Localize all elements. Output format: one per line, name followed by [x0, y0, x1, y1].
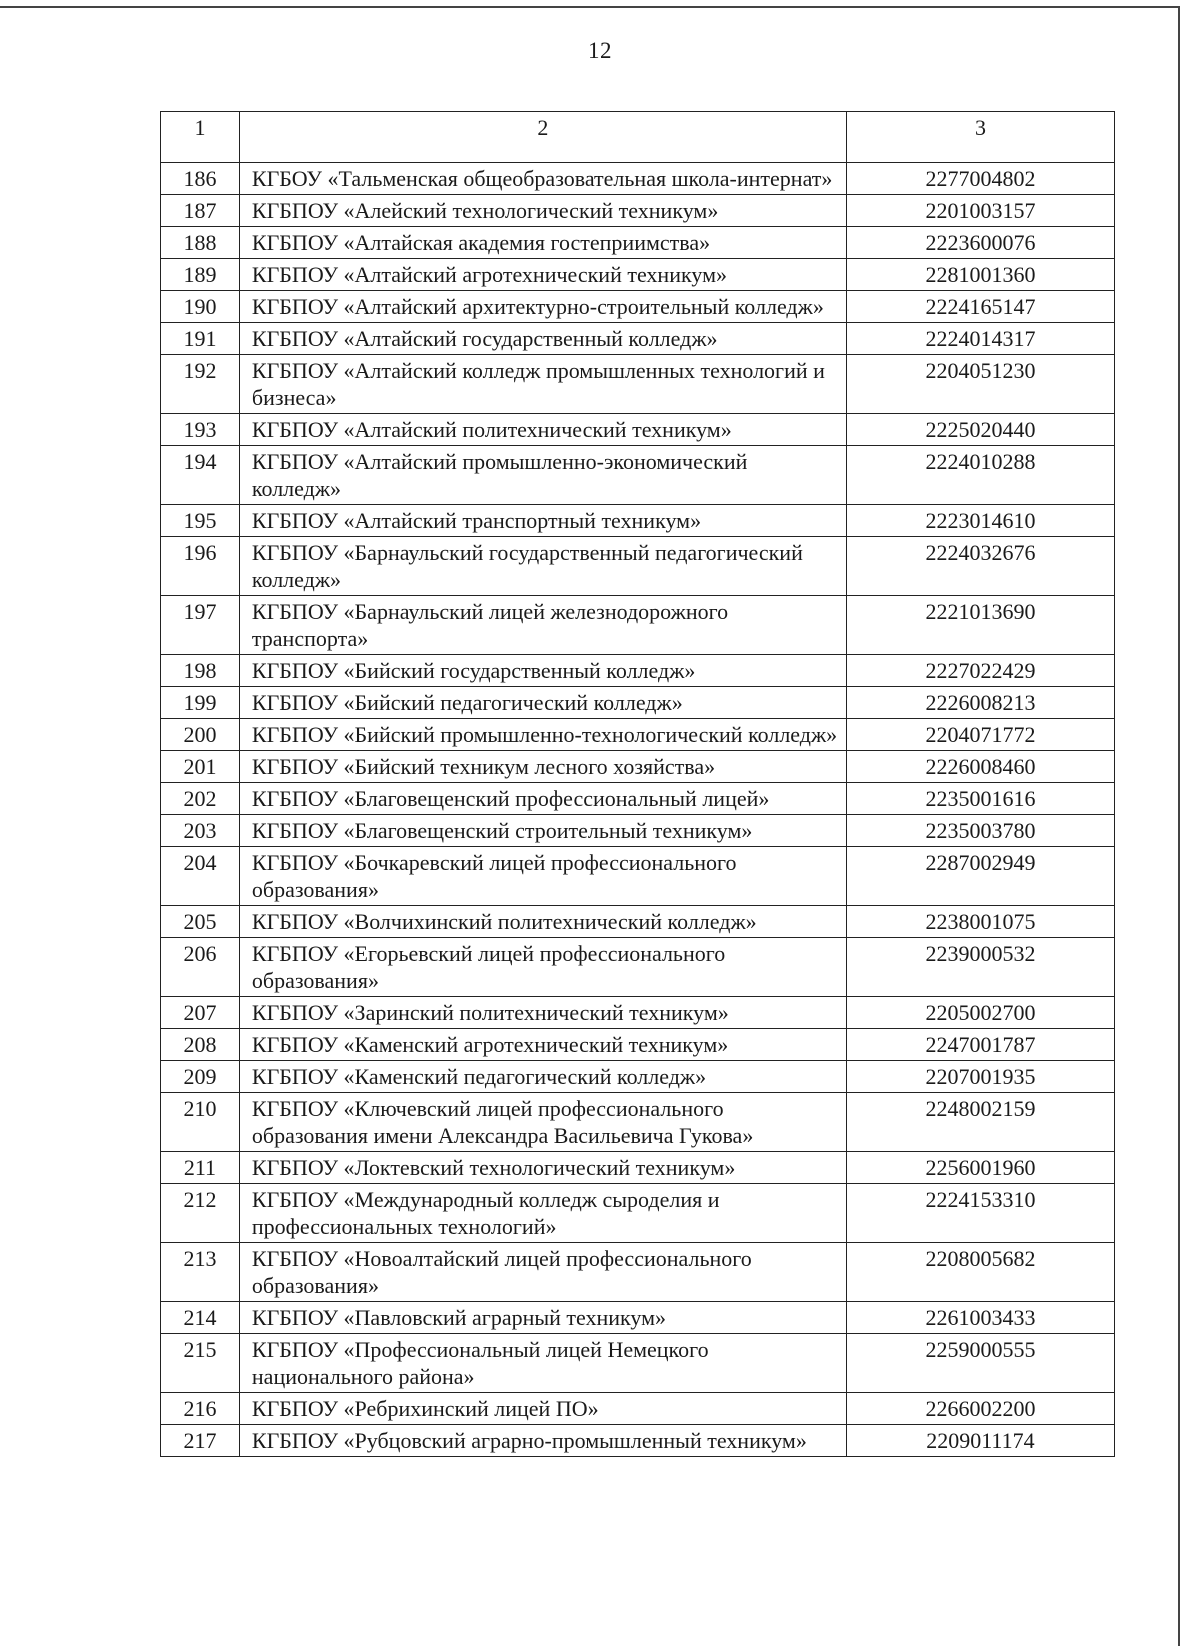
institutions-table [160, 111, 1115, 1457]
institution-name: КГБПОУ «Профессиональный лицей Немецкого национального района» [239, 1334, 846, 1393]
institution-inn: 2205002700 [846, 997, 1114, 1029]
table-row [161, 687, 1115, 719]
institution-inn: 2225020440 [846, 414, 1114, 446]
institution-name: КГБПОУ «Алтайский агротехнический техникум» [239, 259, 846, 291]
row-number: 206 [161, 938, 240, 997]
row-number: 210 [161, 1093, 240, 1152]
institution-inn: 2226008460 [846, 751, 1114, 783]
table-row [161, 997, 1115, 1029]
row-number: 215 [161, 1334, 240, 1393]
institution-name: КГБПОУ «Барнаульский лицей железнодорожного транспорта» [239, 596, 846, 655]
row-number: 194 [161, 446, 240, 505]
institution-name: КГБПОУ «Алтайский архитектурно-строительный колледж» [239, 291, 846, 323]
table-row [161, 259, 1115, 291]
institution-inn: 2235001616 [846, 783, 1114, 815]
institution-inn: 2247001787 [846, 1029, 1114, 1061]
institution-inn: 2224165147 [846, 291, 1114, 323]
table-row [161, 719, 1115, 751]
institution-inn: 2259000555 [846, 1334, 1114, 1393]
table-row [161, 195, 1115, 227]
table-row [161, 355, 1115, 414]
institution-name: КГБПОУ «Международный колледж сыроделия и профессиональных технологий» [239, 1184, 846, 1243]
institution-name: КГБПОУ «Егорьевский лицей профессионального образования» [239, 938, 846, 997]
institution-name: КГБПОУ «Павловский аграрный техникум» [239, 1302, 846, 1334]
table-row [161, 323, 1115, 355]
table-row [161, 1152, 1115, 1184]
table-row [161, 1302, 1115, 1334]
row-number: 209 [161, 1061, 240, 1093]
table-row [161, 815, 1115, 847]
table-row [161, 414, 1115, 446]
row-number: 201 [161, 751, 240, 783]
row-number: 198 [161, 655, 240, 687]
table-row [161, 537, 1115, 596]
institution-inn: 2266002200 [846, 1393, 1114, 1425]
row-number: 199 [161, 687, 240, 719]
institution-name: КГБОУ «Тальменская общеобразовательная школа-интернат» [239, 163, 846, 195]
table-row [161, 906, 1115, 938]
institution-inn: 2287002949 [846, 847, 1114, 906]
institution-inn: 2248002159 [846, 1093, 1114, 1152]
table-row [161, 1334, 1115, 1393]
header-cell-number: 1 [161, 112, 240, 163]
institution-name: КГБПОУ «Алтайский колледж промышленных технологий и бизнеса» [239, 355, 846, 414]
row-number: 190 [161, 291, 240, 323]
header-cell-inn: 3 [846, 112, 1114, 163]
row-number: 193 [161, 414, 240, 446]
table-row [161, 1184, 1115, 1243]
institution-name: КГБПОУ «Ребрихинский лицей ПО» [239, 1393, 846, 1425]
institution-name: КГБПОУ «Бочкаревский лицей профессионального образования» [239, 847, 846, 906]
institution-name: КГБПОУ «Каменский агротехнический техникум» [239, 1029, 846, 1061]
institution-inn: 2235003780 [846, 815, 1114, 847]
institution-name: КГБПОУ «Локтевский технологический техникум» [239, 1152, 846, 1184]
row-number: 204 [161, 847, 240, 906]
institution-inn: 2224010288 [846, 446, 1114, 505]
row-number: 188 [161, 227, 240, 259]
row-number: 203 [161, 815, 240, 847]
institution-inn: 2256001960 [846, 1152, 1114, 1184]
institution-inn: 2277004802 [846, 163, 1114, 195]
institution-inn: 2209011174 [846, 1425, 1114, 1457]
row-number: 191 [161, 323, 240, 355]
table-row [161, 291, 1115, 323]
table-row [161, 446, 1115, 505]
institution-name: КГБПОУ «Барнаульский государственный педагогический колледж» [239, 537, 846, 596]
row-number: 212 [161, 1184, 240, 1243]
institution-inn: 2208005682 [846, 1243, 1114, 1302]
table-row [161, 847, 1115, 906]
institution-name: КГБПОУ «Алтайский государственный колледж» [239, 323, 846, 355]
row-number: 200 [161, 719, 240, 751]
row-number: 214 [161, 1302, 240, 1334]
institution-inn: 2238001075 [846, 906, 1114, 938]
institution-name: КГБПОУ «Алейский технологический техникум» [239, 195, 846, 227]
row-number: 195 [161, 505, 240, 537]
institution-name: КГБПОУ «Новоалтайский лицей профессионального образования» [239, 1243, 846, 1302]
table-row [161, 1393, 1115, 1425]
row-number: 216 [161, 1393, 240, 1425]
institution-name: КГБПОУ «Волчихинский политехнический колледж» [239, 906, 846, 938]
institution-inn: 2281001360 [846, 259, 1114, 291]
institution-name: КГБПОУ «Алтайский транспортный техникум» [239, 505, 846, 537]
row-number: 186 [161, 163, 240, 195]
institution-name: КГБПОУ «Алтайская академия гостеприимства» [239, 227, 846, 259]
institution-inn: 2239000532 [846, 938, 1114, 997]
institution-inn: 2261003433 [846, 1302, 1114, 1334]
table-row [161, 163, 1115, 195]
table-row [161, 655, 1115, 687]
institution-inn: 2221013690 [846, 596, 1114, 655]
row-number: 217 [161, 1425, 240, 1457]
institution-name: КГБПОУ «Бийский промышленно-технологический колледж» [239, 719, 846, 751]
row-number: 196 [161, 537, 240, 596]
table-row [161, 1243, 1115, 1302]
table-body [161, 163, 1115, 1457]
table-row [161, 783, 1115, 815]
institution-name: КГБПОУ «Ключевский лицей профессионального образования имени Александра Васильевича Гукова» [239, 1093, 846, 1152]
institution-name: КГБПОУ «Бийский техникум лесного хозяйства» [239, 751, 846, 783]
header-cell-name: 2 [239, 112, 846, 163]
table-row [161, 1029, 1115, 1061]
institution-name: КГБПОУ «Алтайский политехнический техникум» [239, 414, 846, 446]
institution-name: КГБПОУ «Заринский политехнический техникум» [239, 997, 846, 1029]
table-row [161, 938, 1115, 997]
table-row [161, 227, 1115, 259]
table-row [161, 1061, 1115, 1093]
institution-inn: 2204071772 [846, 719, 1114, 751]
row-number: 207 [161, 997, 240, 1029]
row-number: 187 [161, 195, 240, 227]
institution-inn: 2207001935 [846, 1061, 1114, 1093]
institution-inn: 2201003157 [846, 195, 1114, 227]
row-number: 202 [161, 783, 240, 815]
institution-inn: 2223014610 [846, 505, 1114, 537]
institution-name: КГБПОУ «Благовещенский профессиональный лицей» [239, 783, 846, 815]
header-row [161, 112, 1115, 163]
page-number: 12 [588, 38, 612, 63]
institution-inn: 2204051230 [846, 355, 1114, 414]
institution-name: КГБПОУ «Алтайский промышленно-экономический колледж» [239, 446, 846, 505]
table-row [161, 505, 1115, 537]
row-number: 205 [161, 906, 240, 938]
institution-inn: 2226008213 [846, 687, 1114, 719]
row-number: 197 [161, 596, 240, 655]
table-row [161, 751, 1115, 783]
institution-inn: 2224014317 [846, 323, 1114, 355]
institution-name: КГБПОУ «Рубцовский аграрно-промышленный техникум» [239, 1425, 846, 1457]
institution-inn: 2224032676 [846, 537, 1114, 596]
institution-inn: 2223600076 [846, 227, 1114, 259]
row-number: 213 [161, 1243, 240, 1302]
row-number: 192 [161, 355, 240, 414]
institution-inn: 2224153310 [846, 1184, 1114, 1243]
institution-name: КГБПОУ «Благовещенский строительный техникум» [239, 815, 846, 847]
row-number: 208 [161, 1029, 240, 1061]
table-row [161, 596, 1115, 655]
institution-inn: 2227022429 [846, 655, 1114, 687]
institution-name: КГБПОУ «Каменский педагогический колледж» [239, 1061, 846, 1093]
row-number: 189 [161, 259, 240, 291]
table-row [161, 1093, 1115, 1152]
institution-name: КГБПОУ «Бийский педагогический колледж» [239, 687, 846, 719]
table-header [161, 112, 1115, 163]
row-number: 211 [161, 1152, 240, 1184]
table-row [161, 1425, 1115, 1457]
institution-name: КГБПОУ «Бийский государственный колледж» [239, 655, 846, 687]
